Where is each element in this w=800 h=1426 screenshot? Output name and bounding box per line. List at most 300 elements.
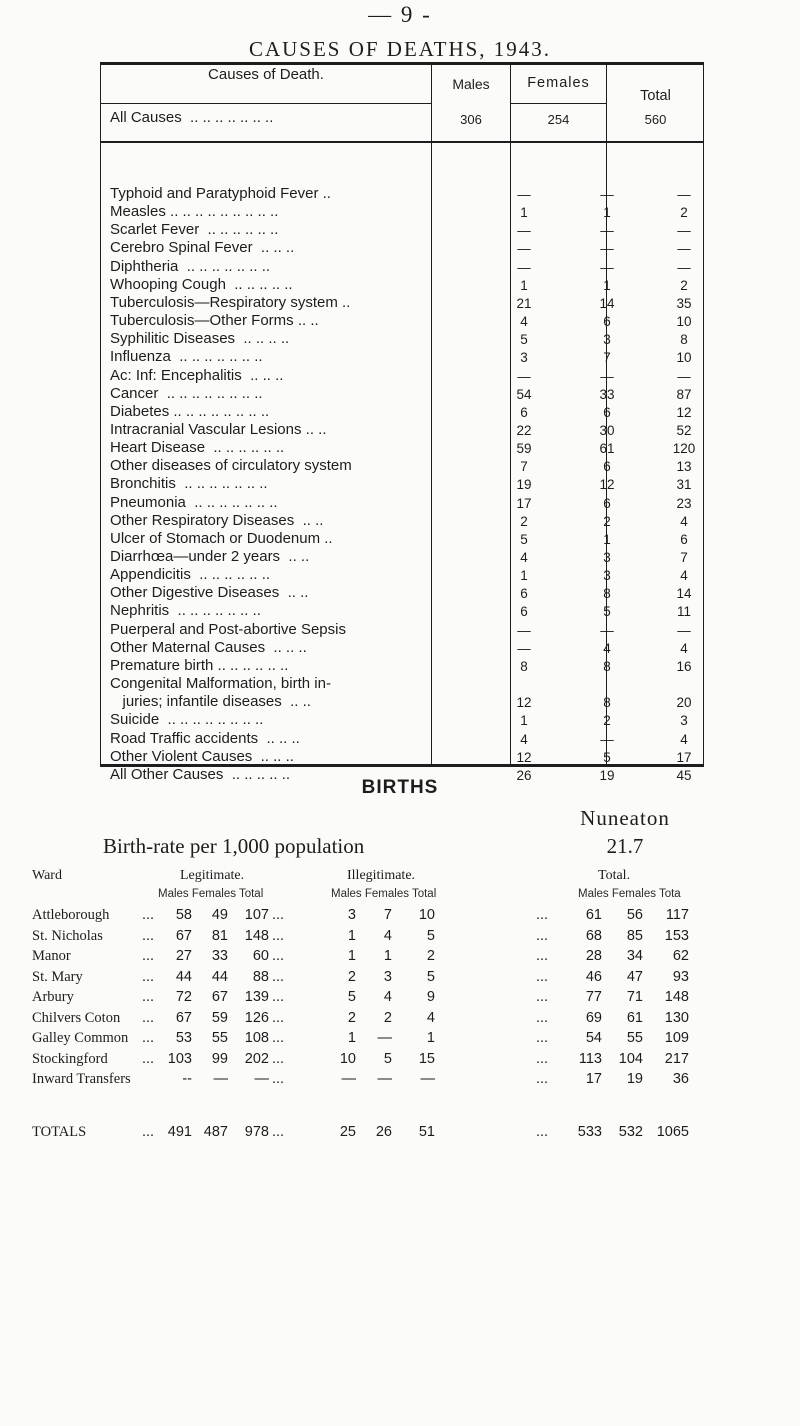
cause-males: —: [517, 259, 531, 275]
cause-males: 19: [516, 477, 532, 493]
page-number: — 9 -: [368, 2, 432, 27]
dots: ...: [272, 948, 285, 964]
dots: ...: [272, 989, 285, 1005]
table-row: [100, 621, 704, 639]
illegit-females: —: [377, 1030, 392, 1046]
table-row: [100, 748, 704, 766]
cause-total: 20: [676, 695, 692, 711]
legit-females: 67: [211, 989, 228, 1005]
table-row: [100, 239, 704, 257]
ward-name: Galley Common: [32, 1030, 129, 1046]
cause-males: 21: [516, 295, 532, 311]
legit-males: --: [182, 1071, 192, 1087]
cause-label: Other diseases of circulatory system: [110, 457, 352, 475]
table-row: [100, 221, 704, 239]
table-row: [100, 475, 704, 493]
cause-females: 6: [603, 314, 611, 330]
cause-females: 8: [603, 695, 611, 711]
total-males: 77: [585, 989, 602, 1005]
table-row: [100, 711, 704, 729]
table-row: [100, 385, 704, 403]
birth-row: [0, 969, 800, 991]
cause-males: 12: [516, 695, 532, 711]
total-females: 61: [626, 1009, 643, 1026]
legit-total: 126: [244, 1009, 269, 1026]
illegit-females: 26: [375, 1124, 392, 1140]
cause-females: 5: [603, 604, 611, 620]
legit-total: 107: [244, 907, 269, 923]
illegit-males: 1: [347, 927, 356, 944]
total-total: 148: [664, 989, 689, 1005]
table-row: [100, 276, 704, 294]
cause-males: 1: [520, 277, 528, 293]
table-row: [100, 312, 704, 330]
illegit-total: 2: [426, 948, 435, 964]
cause-label: Tuberculosis—Respiratory system ..: [110, 293, 351, 311]
cause-females: 8: [603, 658, 611, 674]
total-females: 55: [626, 1030, 643, 1046]
cause-males: 2: [520, 513, 528, 529]
total-females: 532: [618, 1124, 643, 1140]
total-total: 117: [665, 907, 689, 923]
cause-total: 7: [680, 550, 688, 565]
cause-males: 5: [520, 332, 528, 348]
total-total: 130: [664, 1009, 689, 1026]
cause-total: 16: [676, 658, 692, 674]
cause-females: 61: [599, 441, 615, 457]
cause-total: 52: [676, 422, 692, 438]
cause-males: 59: [516, 441, 532, 457]
cause-label: Road Traffic accidents .. .. ..: [110, 729, 300, 747]
total-males: 69: [585, 1009, 602, 1026]
cause-total: 6: [680, 531, 688, 547]
nuneaton-heading: Nuneaton: [580, 806, 670, 830]
cause-females: 1: [603, 205, 611, 221]
total-females: 71: [626, 989, 643, 1005]
birth-row: [0, 907, 800, 929]
cause-males: 4: [520, 550, 528, 565]
table-row: [100, 258, 704, 276]
cause-females: 1: [603, 277, 611, 293]
table-row: [100, 203, 704, 221]
dots: ...: [272, 1009, 285, 1026]
cause-label: Syphilitic Diseases .. .. .. ..: [110, 330, 290, 348]
cause-males: —: [517, 187, 531, 202]
cause-females: —: [600, 259, 614, 275]
cause-males: 8: [520, 658, 528, 674]
cause-males: 5: [520, 531, 528, 547]
legit-females: 55: [211, 1030, 228, 1046]
dots: ...: [142, 1124, 155, 1140]
dots: ...: [536, 1030, 549, 1046]
legit-males: 44: [175, 968, 192, 985]
cause-females: 6: [603, 404, 611, 420]
table-row: [100, 294, 704, 312]
cause-label: Scarlet Fever .. .. .. .. .. ..: [110, 221, 279, 239]
dots: ...: [272, 968, 285, 985]
legit-total: 60: [252, 948, 269, 964]
cause-males: 6: [520, 404, 528, 420]
illegit-total: 4: [426, 1009, 435, 1026]
birth-row: [0, 928, 800, 950]
header-total-births: Total.: [598, 868, 631, 883]
cause-males: 54: [516, 386, 532, 402]
legit-females: —: [213, 1071, 228, 1087]
illegit-females: 3: [383, 968, 392, 985]
cause-label: juries; infantile diseases .. ..: [110, 693, 311, 711]
cause-label: Suicide .. .. .. .. .. .. .. ..: [110, 711, 264, 729]
dots: ...: [536, 968, 549, 985]
table-row: [100, 602, 704, 620]
birth-row: [0, 948, 800, 970]
dots: ...: [536, 1071, 549, 1087]
cause-label: Measles .. .. .. .. .. .. .. .. ..: [110, 203, 279, 221]
total-males: 61: [585, 907, 602, 923]
illegit-males: 25: [339, 1124, 356, 1140]
illegit-males: 1: [347, 948, 356, 964]
ward-name: Stockingford: [32, 1050, 108, 1067]
cause-females: —: [600, 187, 614, 202]
cause-males: 6: [520, 586, 528, 602]
cause-males: 1: [520, 713, 528, 729]
dots: ...: [142, 989, 155, 1005]
header-males: Males: [452, 76, 490, 92]
cause-females: 6: [603, 459, 611, 475]
legit-females: 487: [203, 1124, 228, 1140]
table-row: [100, 439, 704, 457]
dots: ...: [536, 907, 549, 923]
all-causes-males: 306: [460, 112, 482, 127]
cause-males: —: [517, 640, 531, 656]
page-title: CAUSES OF DEATHS, 1943.: [248, 37, 552, 61]
illegit-total: 9: [426, 989, 435, 1005]
cause-males: 1: [520, 205, 528, 221]
illegit-males: 10: [339, 1050, 356, 1067]
legit-total: 88: [252, 968, 269, 985]
birth-row: [0, 1051, 800, 1073]
legit-females: 99: [211, 1050, 228, 1067]
subheader-total: Males Females Tota: [578, 888, 681, 900]
cause-label: Typhoid and Paratyphoid Fever ..: [110, 185, 331, 202]
cause-label: Nephritis .. .. .. .. .. .. ..: [110, 602, 261, 620]
header-females: Females: [527, 75, 590, 91]
cause-total: 17: [676, 749, 692, 765]
cause-total: 8: [680, 332, 688, 348]
cause-total: 2: [680, 205, 688, 221]
birth-row: [0, 989, 800, 1011]
all-causes-label: All Causes .. .. .. .. .. .. ..: [110, 109, 274, 126]
cause-total: 13: [676, 459, 692, 475]
dots: ...: [536, 989, 549, 1005]
dots: ...: [272, 1050, 285, 1067]
cause-total: 4: [680, 568, 688, 584]
legit-females: 81: [211, 927, 228, 944]
total-total: 36: [672, 1071, 689, 1087]
table-row: [100, 348, 704, 366]
cause-females: 3: [603, 568, 611, 584]
dots: ...: [536, 948, 549, 964]
cause-males: 1: [520, 568, 528, 584]
table-row: [100, 530, 704, 548]
table-top-rule: [100, 62, 704, 65]
cause-males: 26: [516, 767, 532, 783]
table-row: [100, 421, 704, 439]
illegit-males: 2: [347, 1009, 356, 1026]
cause-label: Pneumonia .. .. .. .. .. .. ..: [110, 493, 278, 511]
cause-total: 120: [672, 441, 696, 457]
cause-males: —: [517, 368, 531, 384]
legit-total: 139: [244, 989, 269, 1005]
cause-label: Ulcer of Stomach or Duodenum ..: [110, 529, 333, 547]
total-males: 54: [585, 1030, 602, 1046]
dots: ...: [142, 907, 155, 923]
dots: ...: [272, 927, 285, 944]
cause-label: Cancer .. .. .. .. .. .. .. ..: [110, 384, 263, 402]
table-row: [100, 657, 704, 675]
dots: ...: [272, 1071, 285, 1087]
cause-label: Premature birth .. .. .. .. .. ..: [110, 656, 289, 674]
cause-males: —: [517, 622, 531, 638]
total-females: 19: [626, 1071, 643, 1087]
cause-females: 6: [603, 495, 611, 511]
illegit-total: 10: [418, 907, 435, 923]
illegit-males: 5: [347, 989, 356, 1005]
illegit-females: 4: [383, 927, 392, 944]
cause-total: —: [677, 368, 691, 384]
legit-males: 27: [175, 948, 192, 964]
cause-males: 6: [520, 604, 528, 620]
illegit-females: 4: [383, 989, 392, 1005]
table-row: [100, 548, 704, 566]
illegit-total: 5: [426, 927, 435, 944]
cause-label: Diphtheria .. .. .. .. .. .. ..: [110, 257, 271, 275]
header-divider-females: [510, 103, 607, 104]
illegit-females: 1: [383, 948, 392, 964]
cause-total: 10: [676, 350, 692, 366]
dots: ...: [536, 1009, 549, 1026]
illegit-females: 2: [383, 1009, 392, 1026]
illegit-males: 2: [347, 968, 356, 985]
total-females: 34: [626, 948, 643, 964]
legit-males: 491: [167, 1124, 192, 1140]
dots: ...: [536, 1050, 549, 1067]
total-total: 62: [672, 948, 689, 964]
cause-total: 35: [676, 295, 692, 311]
cause-label: Diarrhœa—under 2 years .. ..: [110, 548, 310, 565]
illegit-total: 5: [426, 968, 435, 985]
cause-total: —: [677, 622, 691, 638]
table-row: [100, 367, 704, 385]
legit-females: 44: [211, 968, 228, 985]
cause-females: 12: [599, 477, 615, 493]
legit-total: 148: [244, 927, 269, 944]
cause-label: Bronchitis .. .. .. .. .. .. ..: [110, 475, 268, 493]
cause-label: Other Respiratory Diseases .. ..: [110, 511, 324, 529]
total-total: 217: [664, 1050, 689, 1067]
total-females: 104: [618, 1050, 643, 1067]
ward-name: TOTALS: [32, 1124, 87, 1140]
dots: ...: [142, 1050, 155, 1067]
cause-total: 31: [676, 477, 692, 493]
cause-total: 2: [680, 277, 688, 293]
cause-females: 5: [603, 749, 611, 765]
cause-label: Other Maternal Causes .. .. ..: [110, 638, 307, 656]
ward-name: Attleborough: [32, 907, 110, 923]
birth-row: [0, 1071, 800, 1093]
illegit-total: 51: [418, 1124, 435, 1140]
cause-total: 87: [676, 386, 692, 402]
cause-females: 33: [599, 386, 615, 402]
birth-row: [0, 1010, 800, 1032]
legit-total: 978: [244, 1124, 269, 1140]
header-bottom-rule: [100, 141, 704, 143]
cause-label: Other Digestive Diseases .. ..: [110, 584, 309, 602]
ward-name: St. Nicholas: [32, 927, 103, 944]
table-row: [100, 566, 704, 584]
cause-males: —: [517, 223, 531, 239]
cause-label: Influenza .. .. .. .. .. .. ..: [110, 348, 263, 366]
cause-total: 14: [676, 586, 692, 602]
dots: ...: [272, 907, 285, 923]
header-legitimate: Legitimate.: [180, 868, 245, 883]
legit-males: 58: [175, 907, 192, 923]
cause-total: 45: [676, 767, 692, 783]
dots: ...: [536, 1124, 549, 1140]
cause-females: —: [600, 731, 614, 747]
total-females: 85: [626, 927, 643, 944]
all-causes-total: 560: [644, 112, 667, 127]
total-total: 109: [664, 1030, 689, 1046]
illegit-total: —: [420, 1071, 435, 1087]
cause-females: —: [600, 223, 614, 239]
ward-name: St. Mary: [32, 968, 83, 985]
cause-total: —: [677, 259, 691, 275]
legit-females: 59: [211, 1009, 228, 1026]
header-total: Total: [640, 88, 671, 104]
legit-males: 72: [175, 989, 192, 1005]
cause-label: Other Violent Causes .. .. ..: [110, 747, 294, 765]
cause-males: 12: [516, 749, 532, 765]
cause-total: 4: [680, 731, 688, 747]
cause-females: 3: [603, 332, 611, 348]
table-row: [100, 584, 704, 602]
cause-total: 4: [680, 513, 688, 529]
cause-total: —: [677, 187, 691, 202]
legit-females: 33: [211, 948, 228, 964]
cause-label: All Other Causes .. .. .. .. ..: [110, 765, 291, 783]
cause-males: 22: [516, 422, 532, 438]
cause-total: 3: [680, 713, 688, 729]
total-males: 28: [585, 948, 602, 964]
total-males: 113: [578, 1050, 602, 1067]
table-row: [100, 494, 704, 512]
all-causes-females: 254: [547, 112, 570, 127]
dots: ...: [142, 948, 155, 964]
cause-females: 14: [599, 295, 615, 311]
cause-total: 10: [676, 314, 692, 330]
ward-name: Arbury: [32, 989, 74, 1005]
dots: ...: [142, 927, 155, 944]
illegit-males: 3: [347, 907, 356, 923]
totals-row: [0, 1124, 800, 1146]
ward-name: Chilvers Coton: [32, 1009, 121, 1026]
illegit-males: —: [341, 1071, 356, 1087]
cause-females: 1: [603, 531, 611, 547]
dots: ...: [142, 1009, 155, 1026]
cause-total: 23: [676, 495, 692, 511]
cause-females: 2: [603, 713, 611, 729]
table-row: [100, 403, 704, 421]
cause-females: 4: [603, 640, 611, 656]
cause-males: —: [517, 241, 531, 257]
total-females: 47: [626, 968, 643, 985]
cause-females: —: [600, 368, 614, 384]
illegit-total: 1: [426, 1030, 435, 1046]
legit-total: 202: [244, 1050, 269, 1067]
total-total: 1065: [656, 1124, 689, 1140]
causes-table: [100, 62, 704, 783]
cause-total: —: [677, 241, 691, 257]
cause-total: 12: [676, 404, 692, 420]
dots: ...: [272, 1124, 285, 1140]
cause-females: 8: [603, 586, 611, 602]
total-females: 56: [626, 907, 643, 923]
ward-name: Inward Transfers: [32, 1071, 131, 1087]
illegit-females: 5: [383, 1050, 392, 1067]
birth-rate-label: Birth-rate per 1,000 population: [103, 834, 365, 858]
header-ward: Ward: [32, 868, 62, 883]
cause-label: Appendicitis .. .. .. .. .. ..: [110, 566, 271, 584]
legit-total: 108: [244, 1030, 269, 1046]
cause-label: Congenital Malformation, birth in-: [110, 675, 331, 693]
total-males: 533: [577, 1124, 602, 1140]
cause-label: Heart Disease .. .. .. .. .. ..: [110, 439, 285, 457]
cause-males: 3: [520, 350, 528, 366]
table-row: [100, 185, 704, 203]
table-row: [100, 457, 704, 475]
dots: ...: [272, 1030, 285, 1046]
table-row: [100, 639, 704, 657]
cause-males: 17: [516, 495, 532, 511]
illegit-females: 7: [383, 907, 392, 923]
dots: ...: [142, 968, 155, 985]
header-divider-causes: [100, 103, 432, 104]
cause-males: 7: [520, 459, 528, 475]
cause-label: Tuberculosis—Other Forms .. ..: [110, 312, 319, 330]
dots: ...: [536, 927, 549, 944]
dots: ...: [142, 1030, 155, 1046]
legit-females: 49: [211, 907, 228, 923]
cause-females: 2: [603, 513, 611, 529]
header-illegitimate: Illegitimate.: [347, 868, 416, 883]
cause-label: Whooping Cough .. .. .. .. ..: [110, 275, 293, 293]
cause-females: —: [600, 241, 614, 257]
subheader-illegitimate: Males Females Total: [331, 888, 437, 900]
table-row: [100, 512, 704, 530]
legit-males: 67: [175, 927, 192, 944]
births-title: BIRTHS: [361, 777, 439, 798]
total-males: 46: [585, 968, 602, 985]
table-row: [100, 675, 704, 693]
legit-total: —: [254, 1071, 269, 1087]
cause-females: 30: [599, 422, 615, 438]
illegit-total: 15: [418, 1050, 435, 1067]
table-row: [100, 330, 704, 348]
total-males: 68: [585, 927, 602, 944]
total-males: 17: [585, 1071, 602, 1087]
cause-label: Puerperal and Post-abortive Sepsis: [110, 620, 346, 638]
header-causes: Causes of Death.: [208, 66, 324, 83]
